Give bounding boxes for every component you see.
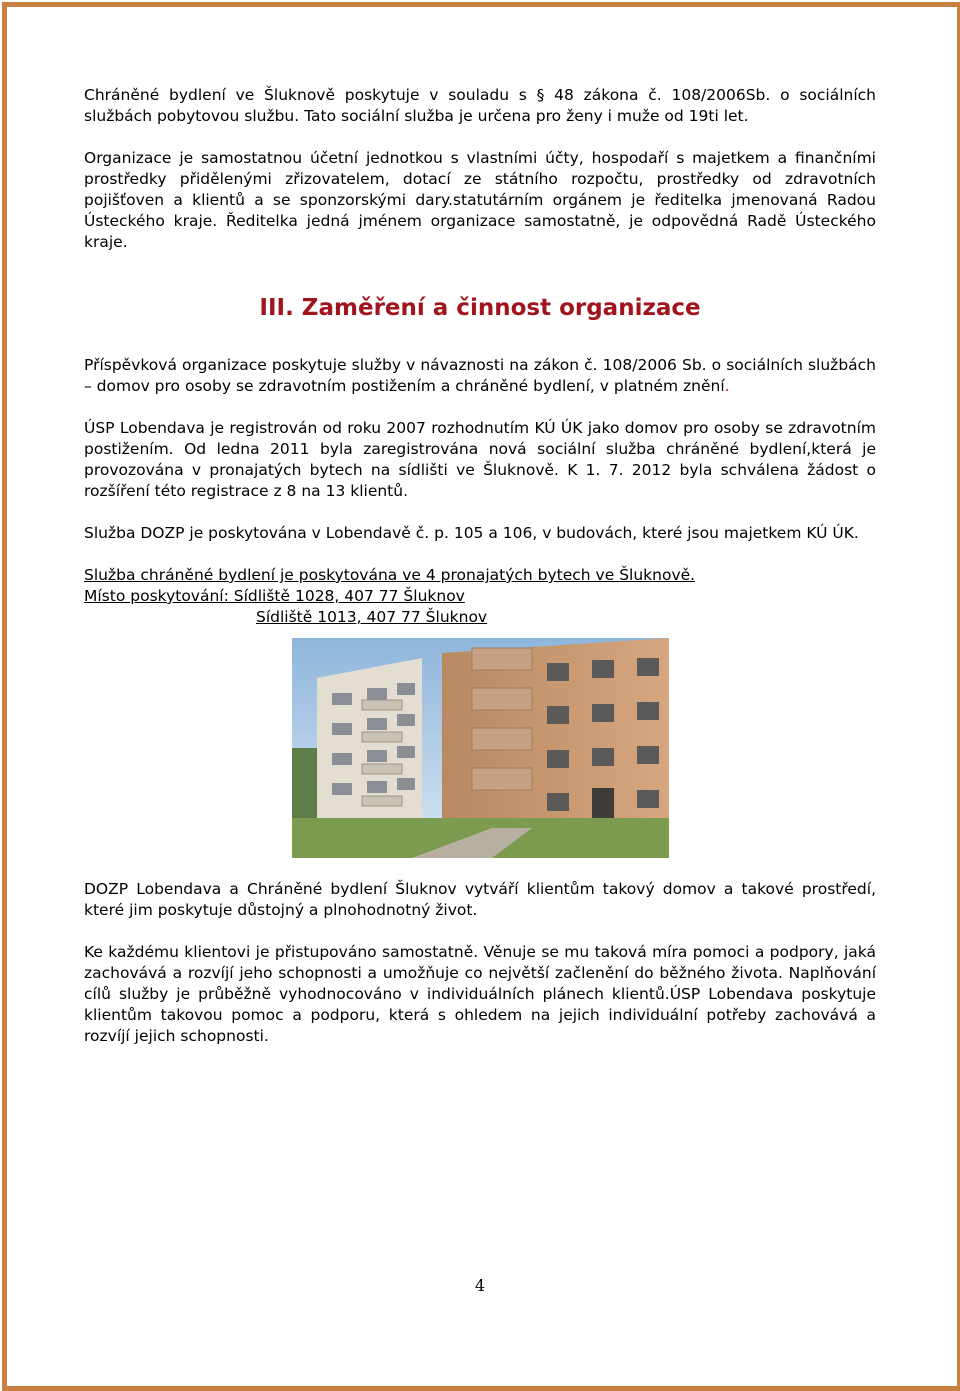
paragraph-services xyxy=(84,355,876,397)
address-1: Sídliště 1028, 407 77 Šluknov xyxy=(228,587,465,605)
place-label: Místo poskytování: xyxy=(84,587,229,605)
address-2: Sídliště 1013, 407 77 Šluknov xyxy=(256,608,488,626)
paragraph-intro: Chráněné bydlení ve Šluknově poskytuje v souladu s § 48 zákona č. 108/2006Sb. o sociálních službách pobytovou službu. Tato sociální služba je určena pro ženy i muže od 19ti let. xyxy=(84,86,876,125)
document-body xyxy=(84,85,876,1047)
services-text: Příspěvková organizace poskytuje služby v návaznosti na zákon č. 108/2006 Sb. o sociálních službách – domov pro osoby se zdravotním postižením a chráněné bydlení, v platném znění xyxy=(84,356,876,395)
address-line-2 xyxy=(84,607,876,628)
paragraph-dozp: Služba DOZP je poskytována v Lobendavě č. p. 105 a 106, v budovách, které jsou majetkem KÚ ÚK. xyxy=(84,524,859,542)
paragraph-organization: Organizace je samostatnou účetní jednotkou s vlastními účty, hospodaří s majetkem a finančními prostředky přidělenými zřizovatelem, dotací ze státního rozpočtu, prostředky od zdravotních pojišťoven a klientů a se sponzorskými dary.statutárním orgánem je ředitelka jmenovaná Radou Ústeckého kraje. Ředitelka jedná jménem organizace samostatně, je odpovědná Radě Ústeckého kraje. xyxy=(84,149,876,251)
protected-housing-text: Služba chráněné bydlení je poskytována ve 4 pronajatých bytech ve Šluknově. xyxy=(84,566,696,584)
section-heading: III. Zaměření a činnost organizace xyxy=(259,295,701,321)
paragraph-protected-housing xyxy=(84,565,876,586)
paragraph-registration: ÚSP Lobendava je registrován od roku 2007 rozhodnutím KÚ ÚK jako domov pro osoby se zdravotním postižením. Od ledna 2011 byla zaregistrována nová sociální služba chráněné bydlení,která je provozována v pronajatých bytech na sídlišti ve Šluknově. K 1. 7. 2012 byla schválena žádost o rozšíření této registrace z 8 na 13 klientů. xyxy=(84,419,876,500)
services-text-end: . xyxy=(724,377,730,395)
paragraph-mission: DOZP Lobendava a Chráněné bydlení Šluknov vytváří klientům takový domov a takové prostředí, které jim poskytuje důstojný a plnohodnotný život. xyxy=(84,880,876,919)
building-photo xyxy=(292,638,669,858)
address-line-1 xyxy=(84,586,876,607)
page-number: 4 xyxy=(474,1276,486,1295)
paragraph-approach: Ke každému klientovi je přistupováno samostatně. Věnuje se mu taková míra pomoci a podpory, jaká zachovává a rozvíjí jeho schopnosti a umožňuje co největší začlenění do běžného života. Naplňování cílů služby je průběžně vyhodnocováno v individuálních plánech klientů.ÚSP Lobendava poskytuje klientům takovou pomoc a podporu, která s ohledem na jejich individuální potřeby zachovává a rozvíjí jejich schopnosti. xyxy=(84,943,876,1045)
